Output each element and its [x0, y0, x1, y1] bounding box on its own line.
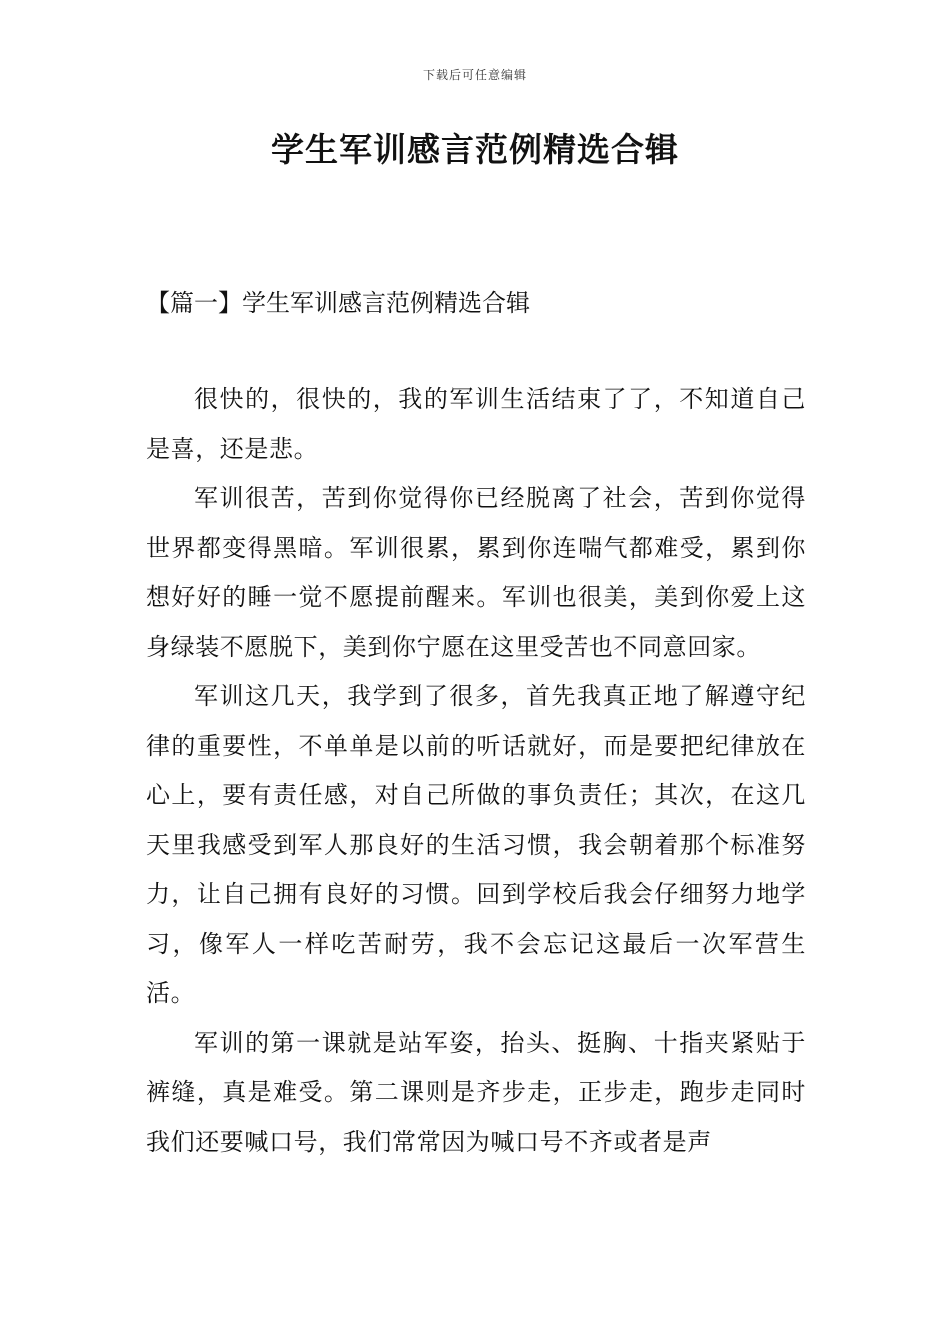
paragraph-1: 很快的，很快的，我的军训生活结束了了，不知道自己是喜，还是悲。 [146, 385, 806, 463]
paragraph-4: 军训的第一课就是站军姿，抬头、挺胸、十指夹紧贴于裤缝，真是难受。第二课则是齐步走，正步走，跑步走同时我们还要喊口号，我们常常因为喊口号不齐或者是声 [146, 1028, 806, 1156]
body-text [146, 375, 806, 1167]
header-note: 下载后可任意编辑 [422, 68, 527, 82]
paragraph-3: 军训这几天，我学到了很多，首先我真正地了解遵守纪律的重要性，不单单是以前的听话就好，而是要把纪律放在心上，要有责任感，对自己所做的事负责任；其次，在这几天里我感受到军人那良好的生活习惯，我会朝着那个标准努力，让自己拥有良好的习惯。回到学校后我会仔细努力地学习，像军人一样吃苦耐劳，我不会忘记这最后一次军营生活。 [146, 682, 806, 1007]
paragraph-2: 军训很苦，苦到你觉得你已经脱离了社会，苦到你觉得世界都变得黑暗。军训很累，累到你连喘气都难受，累到你想好好的睡一觉不愿提前醒来。军训也很美，美到你爱上这身绿装不愿脱下，美到你宁愿在这里受苦也不同意回家。 [146, 484, 806, 661]
section-heading: 【篇一】学生军训感言范例精选合辑 [146, 289, 530, 317]
document-title: 学生军训感言范例精选合辑 [271, 130, 679, 169]
